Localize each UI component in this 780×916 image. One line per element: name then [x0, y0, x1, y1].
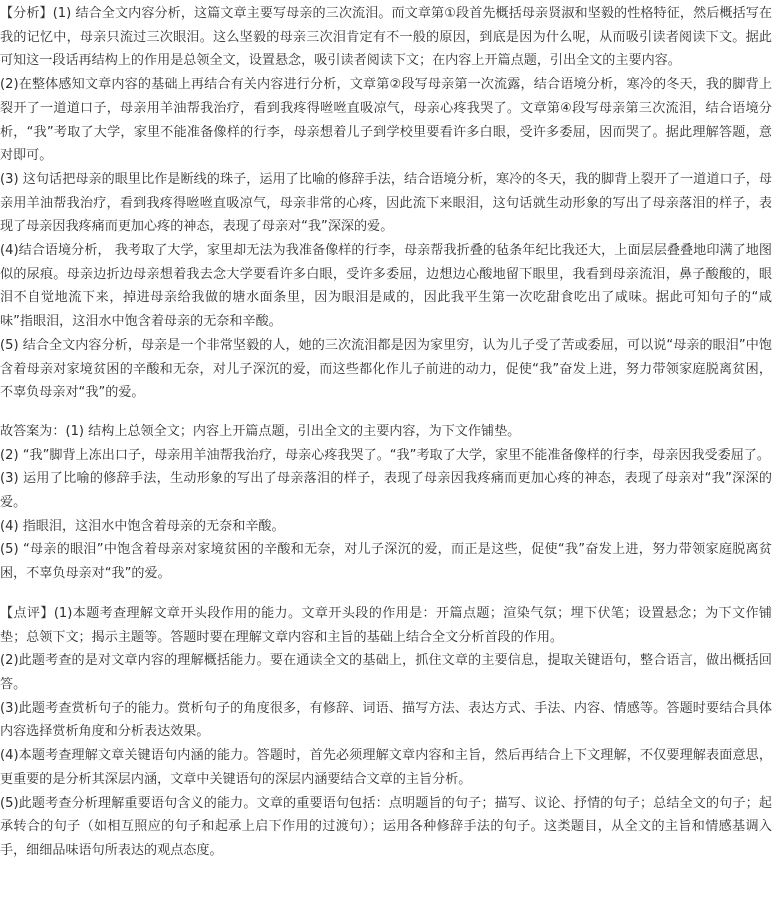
answer-paragraph-2: (2) “我”脚背上冻出口子，母亲用羊油帮我治疗，母亲心疼我哭了。“我”考取了大学，家里不能准备像样的行李，母亲因我受委屈了。: [0, 447, 770, 463]
comment-paragraph-4: (4)本题考查理解文章关键语句内涵的能力。答题时，首先必须理解文章内容和主旨，然后再结合上下文理解，不仅要理解表面意思，更重要的是分析其深层内涵，文章中关键语句的深层内涵要结合文章的主旨分析。: [0, 748, 772, 787]
analysis-paragraph-3: (3) 这句话把母亲的眼里比作是断线的珠子，运用了比喻的修辞手法，结合语境分析，寒冷的冬天，我的脚背上裂开了一道道口子，母亲用羊油帮我治疗，看到我疼得咝咝直吸凉气，母亲非常的心疼，因此流下来眼泪，这句话就生动形象的写出了母亲落泪的样子，表现了母亲因我疼痛而更加心疼的神态，表现了母亲对“我”深深的爱。: [0, 171, 772, 235]
section-divider: [0, 405, 772, 420]
analysis-text-1: (1) 结合全文内容分析，这篇文章主要写母亲的三次流泪。而文章第①段首先概括母亲贤淑和坚毅的性格特征，然后概括写在我的记忆中，母亲只流过三次眼泪。这么坚毅的母亲三次泪肯定有不一般的原因，到底是因为什么呢，从而吸引读者阅读下文。据此可知这一段话再结构上的作用是总领全文，设置悬念，吸引读者阅读下文；在内容上开篇点题，引出全文的主要内容。: [0, 6, 773, 69]
answer-paragraph-4: (4) 指眼泪，这泪水中饱含着母亲的无奈和辛酸。: [0, 518, 285, 534]
answer-heading: 故答案为：: [0, 423, 66, 439]
answer-section: [0, 420, 772, 586]
comment-text-1: (1)本题考查理解文章开头段作用的能力。文章开头段的作用是：开篇点题；渲染气氛；埋下伏笔；设置悬念；为下文作铺垫；总领下文；揭示主题等。答题时要在理解文章内容和主旨的基础上结合全文分析首段的作用。: [0, 605, 773, 645]
answer-paragraph-5: (5) “母亲的眼泪”中饱含着母亲对家境贫困的辛酸和无奈，对儿子深沉的爱，而正是这些，促使“我”奋发上进，努力带领家庭脱离贫困，不辜负母亲对“我”的爱。: [0, 542, 772, 582]
answer-paragraph-1: [0, 420, 772, 444]
analysis-paragraph-2: (2)在整体感知文章内容的基础上再结合有关内容进行分析，文章第②段写母亲第一次流露，结合语境分析，寒冷的冬天，我的脚背上裂开了一道道口子，母亲用羊油帮我治疗，看到我疼得咝咝直吸凉气，母亲心疼我哭了。文章第④段写母亲第三次流泪，结合语境分析，“我”考取了大学，家里不能准备像样的行李，母亲想着儿子到学校里要看许多白眼，受许多委屈，因而哭了。据此理解答题，意对即可。: [0, 77, 772, 164]
comment-paragraph-2: (2)此题考查的是对文章内容的理解概括能力。要在通读全文的基础上，抓住文章的主要信息，提取关键语句，整合语言，做出概括回答。: [0, 653, 772, 692]
answer-paragraph-3: (3) 运用了比喻的修辞手法，生动形象的写出了母亲落泪的样子，表现了母亲因我疼痛而更加心疼的神态，表现了母亲对“我”深深的爱。: [0, 471, 772, 511]
answer-text-1: (1) 结构上总领全文；内容上开篇点题，引出全文的主要内容，为下文作铺垫。: [65, 423, 521, 439]
analysis-paragraph-4: (4)结合语境分析， 我考取了大学，家里却无法为我准备像样的行李，母亲帮我折叠的毡条年纪比我还大，上面层层叠叠地印满了地图似的尿痕。母亲边折边母亲想着我去念大学要看许多白眼，受许多委屈，边想边心酸地留下眼里，我看到母亲流泪，鼻子酸酸的，眼泪不自觉地流下来，掉进母亲给我做的塘水面条里，因为眼泪是咸的，因此我平生第一次吃甜食吃出了咸味。据此可知句子的“咸味”指眼泪，这泪水中饱含着母亲的无奈和辛酸。: [0, 243, 772, 330]
analysis-heading: 【分析】: [0, 6, 53, 21]
comment-section: [0, 602, 772, 863]
comment-heading: 【点评】: [0, 605, 54, 621]
comment-paragraph-5: (5)此题考查分析理解重要语句含义的能力。文章的重要语句包括：点明题旨的句子；描写、议论、抒情的句子；总结全文的句子；起承转合的句子（如相互照应的句子和起承上启下作用的过渡句）；运用各种修辞手法的句子。这类题目，从全文的主旨和情感基调入手，细细品味语句所表达的观点态度。: [0, 795, 772, 858]
comment-paragraph-1: [0, 602, 772, 649]
analysis-paragraph-1: [0, 2, 772, 73]
section-divider: [0, 586, 772, 602]
analysis-paragraph-5: (5) 结合全文内容分析，母亲是一个非常坚毅的人，她的三次流泪都是因为家里穷，认为儿子受了苦或委屈，可以说“母亲的眼泪”中饱含着母亲对家境贫困的辛酸和无奈，对儿子深沉的爱，而这些都化作儿子前进的动力，促使“我”奋发上进，努力带领家庭脱离贫困，不辜负母亲对“我”的爱。: [0, 337, 772, 401]
analysis-section: [0, 2, 772, 405]
comment-paragraph-3: (3)此题考查赏析句子的能力。赏析句子的角度很多，有修辞、词语、描写方法、表达方式、手法、内容、情感等。答题时要结合具体内容选择赏析角度和分析表达效果。: [0, 700, 772, 740]
